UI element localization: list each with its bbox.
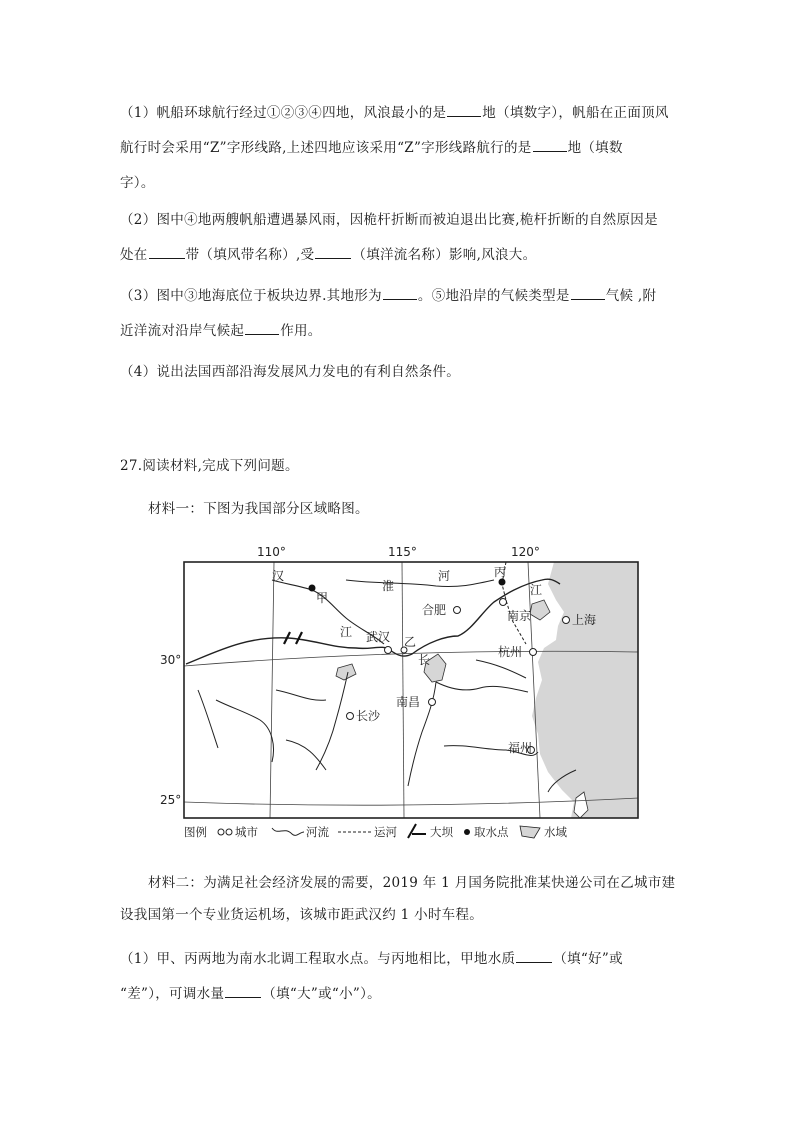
intake-bing — [499, 579, 506, 586]
q27-p1-text-d: （填“大”或“小”）。 — [262, 986, 381, 1002]
q26-p4-text: （4）说出法国西部沿海发展风力发电的有利自然条件。 — [120, 364, 461, 380]
material-1-text: 材料一：下图为我国部分区域略图。 — [148, 501, 369, 517]
q27-p1-text-c: “差”），可调水量 — [120, 986, 225, 1002]
tributaries — [198, 660, 576, 792]
answer-blank[interactable] — [245, 320, 279, 335]
material-2-text-a: 材料二：为满足社会经济发展的需要，2019 年 1 月国务院批准某快递公司在乙城市建 — [148, 875, 676, 891]
q26-p3-text-c: 气候 ,附 — [605, 288, 657, 304]
q26-p1-text-a: （1）帆船环球航行经过①②③④四地，风浪最小的是 — [120, 105, 447, 121]
q26-p3-text-d: 近洋流对沿岸气候起 — [120, 323, 245, 339]
label-hefei: 合肥 — [422, 603, 447, 617]
material-2-cont — [120, 898, 680, 933]
q26-part4 — [120, 355, 680, 390]
label-shanghai: 上海 — [572, 613, 597, 627]
label-river-jiang-e: 江 — [530, 583, 543, 597]
lake-tai — [530, 600, 550, 620]
label-river-jiang-w: 江 — [340, 625, 353, 639]
legend-river: 河流 — [306, 825, 329, 839]
q26-p1-text-c: 航行时会采用“Z”字形线路,上述四地应该采用“Z”字形线路航行的是 — [120, 140, 532, 156]
answer-blank[interactable] — [571, 285, 605, 300]
q26-part2 — [120, 203, 680, 273]
legend-canal: 运河 — [374, 825, 397, 839]
label-yi: 乙 — [404, 635, 417, 649]
q27-part1 — [120, 942, 680, 1012]
legend-river-icon — [272, 828, 304, 835]
lon-120-label: 120° — [511, 545, 540, 559]
label-river-huai: 淮 — [382, 579, 395, 593]
label-nanjing: 南京 — [507, 609, 532, 623]
material-1 — [148, 492, 708, 527]
label-bing: 丙 — [494, 565, 507, 579]
legend-dam: 大坝 — [430, 825, 453, 839]
q26-p3-text-e: 作用。 — [280, 323, 322, 339]
q26-p2-text-c: 带（填风带名称）,受 — [185, 247, 315, 263]
legend-city-icon — [218, 829, 224, 835]
label-river-chang: 长 — [418, 653, 431, 667]
legend-city: 城市 — [235, 825, 258, 839]
q26-p3-text-b: 。⑤地沿岸的气候类型是 — [417, 288, 570, 304]
label-fuzhou: 福州 — [508, 741, 533, 755]
legend-intake: 取水点 — [474, 825, 509, 839]
region-map — [160, 540, 646, 840]
label-river-han: 汉 — [272, 569, 285, 583]
legend-city-icon — [226, 829, 232, 835]
label-hangzhou: 杭州 — [498, 645, 523, 659]
q26-p2-text-d: （填洋流名称）影响,风浪大。 — [352, 247, 537, 263]
label-jia: 甲 — [316, 591, 329, 605]
legend-dam-icon — [408, 824, 426, 838]
q26-p2-text-b: 处在 — [120, 247, 148, 263]
answer-blank[interactable] — [149, 244, 185, 259]
answer-blank[interactable] — [383, 285, 417, 300]
answer-blank[interactable] — [225, 983, 261, 998]
lat-25-label: 25° — [160, 793, 182, 807]
label-nanchang: 南昌 — [396, 695, 421, 709]
q26-part1 — [120, 96, 680, 201]
lake-dongting — [336, 664, 356, 680]
region-map-svg — [160, 540, 646, 840]
q26-p1-text-e: 字）。 — [120, 175, 155, 191]
answer-blank[interactable] — [516, 948, 552, 963]
legend-water: 水域 — [544, 825, 567, 839]
answer-blank[interactable] — [447, 102, 481, 117]
q27-title-text: 27.阅读材料,完成下列问题。 — [120, 458, 299, 474]
answer-blank[interactable] — [315, 244, 351, 259]
q26-p3-text-a: （3）图中③地海底位于板块边界.其地形为 — [120, 288, 382, 304]
answer-blank[interactable] — [533, 137, 567, 152]
label-wuhan: 武汉 — [366, 630, 391, 644]
q26-p1-text-d: 地（填数 — [567, 140, 623, 156]
lon-110-label: 110° — [257, 545, 286, 559]
legend-title: 图例 — [184, 825, 207, 839]
material-2 — [148, 866, 688, 901]
sea-area — [532, 562, 638, 818]
river-huai — [346, 580, 494, 587]
map-legend — [184, 824, 567, 839]
legend-intake-icon — [464, 829, 470, 835]
q27-p1-text-b: （填“好”或 — [553, 951, 623, 967]
label-river-he: 河 — [438, 569, 451, 583]
legend-water-icon — [520, 826, 540, 838]
lon-115-label: 115° — [388, 545, 417, 559]
label-changsha: 长沙 — [356, 709, 381, 723]
intake-jia — [309, 585, 316, 592]
lat-30-label: 30° — [160, 653, 182, 667]
q27-title — [120, 449, 680, 484]
q26-p2-text-a: （2）图中④地两艘帆船遭遇暴风雨，因桅杆折断而被迫退出比赛,桅杆折断的自然原因是 — [120, 212, 658, 228]
q27-p1-text-a: （1）甲、丙两地为南水北调工程取水点。与丙地相比，甲地水质 — [120, 951, 516, 967]
material-2-text-b: 设我国第一个专业货运机场，该城市距武汉约 1 小时车程。 — [120, 907, 484, 923]
q26-p1-text-b: 地（填数字），帆船在正面顶风 — [482, 105, 669, 121]
q26-part3 — [120, 279, 680, 349]
